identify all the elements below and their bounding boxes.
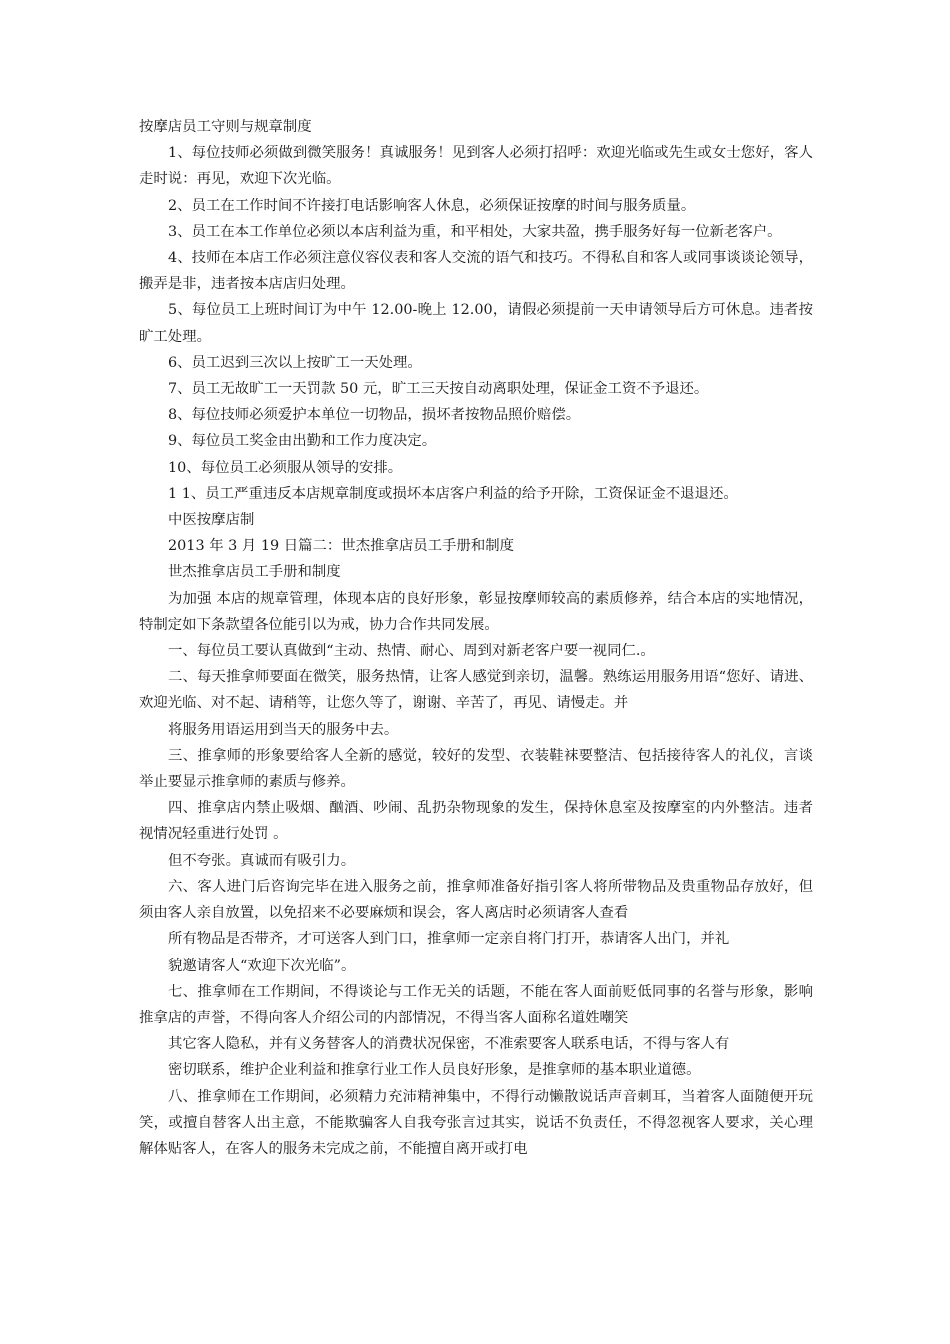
- paragraph: 其它客人隐私，并有义务替客人的消费状况保密，不准索要客人联系电话，不得与客人有: [168, 1036, 730, 1053]
- paragraph: 但不夸张。真诚而有吸引力。: [168, 852, 356, 869]
- paragraph: 八、推拿师在工作期间，必须精力充沛精神集中，不得行动懒散说话声音刺耳，当着客人面随便开玩笑，或擅自替客人出主意，不能欺骗客人自我夸张言过其实，说话不负责任，不得忽视客人要求，关心理解体贴客人，在客人的服务未完成之前，不能擅自离开或打电: [139, 1088, 813, 1157]
- paragraph: 3、员工在本工作单位必须以本店利益为重，和平相处，大家共盈，携手服务好每一位新老客户。: [168, 223, 782, 240]
- paragraph: 中医按摩店制: [168, 512, 255, 529]
- paragraph: 为加强 本店的规章管理，体现本店的良好形象，彰显按摩师较高的素质修养，结合本店的实地情况，特制定如下条款望各位能引以为戒，协力合作共同发展。: [139, 590, 813, 633]
- paragraph: 6、员工迟到三次以上按旷工一天处理。: [168, 354, 422, 371]
- paragraph: 世杰推拿店员工手册和制度: [168, 564, 341, 581]
- paragraph: 2013 年 3 月 19 日篇二：世杰推拿店员工手册和制度: [168, 538, 514, 555]
- paragraph: 4、技师在本店工作必须注意仪容仪表和客人交流的语气和技巧。不得私自和客人或同事谈谈论领导，搬弄是非，违者按本店店归处理。: [139, 250, 813, 293]
- paragraph: 所有物品是否带齐，才可送客人到门口，推拿师一定亲自将门打开，恭请客人出门，并礼: [168, 931, 730, 948]
- paragraph: 5、每位员工上班时间订为中午 12.00-晚上 12.00，请假必须提前一天申请领导后方可休息。违者按旷工处理。: [139, 302, 813, 345]
- paragraph: 密切联系，维护企业利益和推拿行业工作人员良好形象，是推拿师的基本职业道德。: [168, 1062, 701, 1079]
- paragraph: 二、每天推拿师要面在微笑，服务热情，让客人感觉到亲切，温馨。熟练运用服务用语“您好、请进、欢迎光临、对不起、请稍等，让您久等了，谢谢、辛苦了，再见、请慢走。并: [139, 669, 813, 712]
- paragraph: 2、员工在工作时间不许接打电话影响客人休息，必须保证按摩的时间与服务质量。: [168, 197, 696, 214]
- paragraph: 8、每位技师必须爱护本单位一切物品，损坏者按物品照价赔偿。: [168, 407, 581, 424]
- document-body: [139, 114, 813, 1162]
- paragraph: 四、推拿店内禁止吸烟、酗酒、吵闹、乱扔杂物现象的发生，保持休息室及按摩室的内外整洁。违者视情况轻重进行处罚 。: [139, 800, 813, 843]
- paragraph: 将服务用语运用到当天的服务中去。: [168, 721, 399, 738]
- paragraph: 一、每位员工要认真做到“主动、热情、耐心、周到对新老客户要一视同仁.。: [168, 643, 655, 660]
- paragraph: 10、每位员工必须服从领导的安排。: [168, 459, 403, 476]
- document-title: 按摩店员工守则与规章制度: [139, 119, 312, 135]
- paragraph: 三、推拿师的形象要给客人全新的感觉，较好的发型、衣装鞋袜要整洁、包括接待客人的礼仪，言谈举止要显示推拿师的素质与修养。: [139, 747, 813, 791]
- paragraph: 9、每位员工奖金由出勤和工作力度决定。: [168, 433, 437, 450]
- paragraph: 1 1、员工严重违反本店规章制度或损坏本店客户利益的给予开除，工资保证金不退退还。: [168, 485, 738, 502]
- paragraph: 1、每位技师必须做到微笑服务！真诚服务！见到客人必须打招呼：欢迎光临或先生或女士您好，客人走时说：再见，欢迎下次光临。: [139, 145, 813, 188]
- paragraph: 七、推拿师在工作期间，不得谈论与工作无关的话题，不能在客人面前贬低同事的名誉与形象，影响推拿店的声誉，不得向客人介绍公司的内部情况，不得当客人面称名道姓嘲笑: [139, 983, 813, 1026]
- paragraph: 六、客人进门后咨询完毕在进入服务之前，推拿师准备好指引客人将所带物品及贵重物品存放好，但须由客人亲自放置，以免招来不必要麻烦和误会，客人离店时必须请客人查看: [139, 878, 813, 922]
- paragraph: 7、员工无故旷工一天罚款 50 元，旷工三天按自动离职处理，保证金工资不予退还。: [168, 381, 709, 398]
- paragraph: 貌邀请客人“欢迎下次光临”。: [168, 957, 356, 974]
